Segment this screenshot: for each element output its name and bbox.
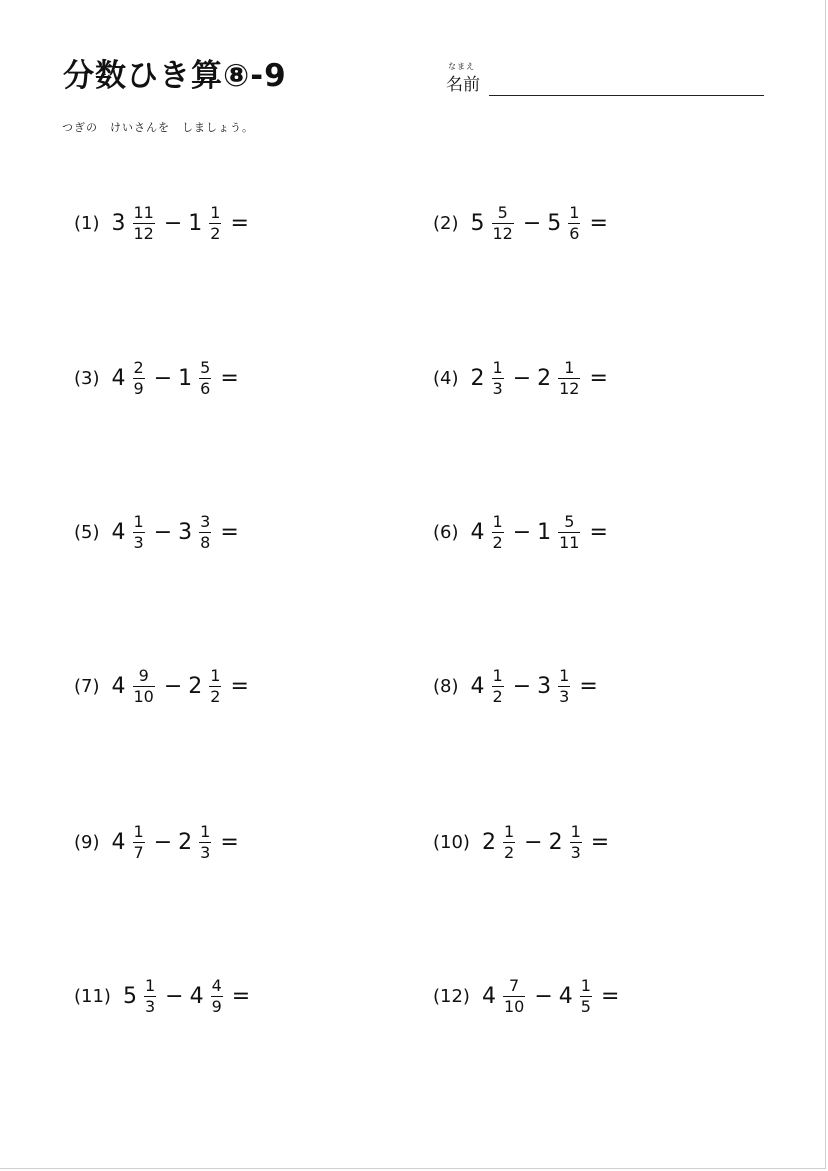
numerator: 1 [503, 822, 515, 841]
minus-sign: − [524, 830, 543, 855]
equals-sign: = [589, 211, 608, 236]
equals-sign: = [230, 674, 249, 699]
subtrahend-whole: 2 [548, 830, 563, 855]
minuend-whole: 5 [470, 211, 485, 236]
subtrahend-whole: 2 [178, 830, 193, 855]
subtrahend-fraction [558, 514, 580, 551]
denominator: 3 [570, 843, 581, 862]
denominator: 2 [492, 687, 503, 706]
problem-number: (10) [433, 832, 470, 853]
numerator: 1 [210, 666, 221, 685]
denominator: 10 [133, 687, 154, 706]
denominator: 7 [133, 843, 144, 862]
minus-sign: − [534, 984, 553, 1009]
minuend-whole: 4 [470, 674, 485, 699]
numerator: 1 [144, 976, 156, 995]
minuend-whole: 4 [481, 984, 496, 1009]
problem-number: (11) [74, 986, 111, 1007]
denominator: 2 [503, 843, 515, 862]
minuend-whole: 4 [111, 830, 126, 855]
subtrahend-fraction [558, 668, 570, 705]
denominator: 11 [559, 533, 580, 552]
subtrahend-fraction [570, 824, 582, 861]
minuend-whole: 3 [111, 211, 126, 236]
denominator: 2 [492, 533, 503, 552]
subtrahend-whole: 1 [178, 366, 193, 391]
denominator: 5 [580, 997, 591, 1016]
numerator: 5 [564, 512, 575, 531]
problem-10 [433, 824, 615, 861]
numerator: 1 [492, 666, 503, 685]
minus-sign: − [522, 211, 542, 236]
numerator: 4 [211, 976, 222, 995]
denominator: 9 [133, 379, 144, 398]
equals-sign: = [590, 830, 610, 855]
subtrahend-fraction [568, 205, 580, 242]
problem-11 [74, 978, 256, 1015]
instructions: つぎの けいさんを しましょう。 [62, 121, 254, 134]
subtrahend-whole: 4 [558, 984, 573, 1009]
denominator: 2 [210, 687, 221, 706]
subtrahend-fraction [580, 978, 592, 1015]
subtrahend-fraction [199, 360, 211, 397]
minuend-fraction [133, 205, 155, 242]
numerator: 1 [564, 358, 575, 377]
problem-6 [433, 514, 614, 551]
problem-number: (4) [433, 368, 459, 389]
numerator: 2 [133, 358, 144, 377]
minuend-whole: 2 [470, 366, 485, 391]
page-title: 分数ひき算⑧-9 [63, 58, 287, 94]
denominator: 3 [144, 997, 156, 1016]
problem-7 [74, 668, 255, 705]
minus-sign: − [153, 520, 173, 545]
problem-number: (7) [74, 676, 100, 697]
minuend-fraction [503, 824, 515, 861]
minuend-whole: 4 [111, 520, 126, 545]
minuend-fraction [503, 978, 525, 1015]
minuend-fraction [133, 824, 145, 861]
numerator: 3 [200, 512, 211, 531]
equals-sign: = [220, 830, 239, 855]
numerator: 1 [210, 203, 221, 222]
minuend-whole: 2 [481, 830, 496, 855]
equals-sign: = [220, 366, 239, 391]
name-furigana: なまえ [448, 62, 475, 71]
subtrahend-fraction [209, 668, 221, 705]
subtrahend-whole: 3 [537, 674, 552, 699]
problem-number: (9) [74, 832, 100, 853]
numerator: 1 [200, 822, 211, 841]
equals-sign: = [220, 520, 239, 545]
problem-number: (6) [433, 522, 459, 543]
problem-4 [433, 360, 614, 397]
problem-number: (2) [433, 213, 459, 234]
minuend-whole: 4 [470, 520, 485, 545]
minus-sign: − [512, 674, 532, 699]
minuend-fraction [133, 514, 145, 551]
numerator: 11 [133, 203, 154, 222]
subtrahend-fraction [211, 978, 223, 1015]
denominator: 3 [559, 687, 570, 706]
numerator: 5 [497, 203, 508, 222]
minus-sign: − [153, 830, 173, 855]
numerator: 1 [559, 666, 570, 685]
problem-number: (12) [433, 986, 470, 1007]
problem-8 [433, 668, 604, 705]
minuend-fraction [144, 978, 156, 1015]
denominator: 8 [200, 533, 211, 552]
equals-sign: = [589, 366, 608, 391]
numerator: 1 [133, 822, 144, 841]
numerator: 1 [492, 358, 503, 377]
denominator: 12 [133, 224, 154, 243]
denominator: 6 [200, 379, 211, 398]
minuend-whole: 4 [111, 674, 126, 699]
minus-sign: − [153, 366, 173, 391]
problem-12 [433, 978, 625, 1015]
subtrahend-fraction [558, 360, 580, 397]
denominator: 12 [492, 224, 513, 243]
numerator: 1 [570, 822, 581, 841]
subtrahend-fraction [199, 514, 211, 551]
denominator: 2 [210, 224, 221, 243]
subtrahend-fraction [199, 824, 211, 861]
equals-sign: = [579, 674, 598, 699]
minus-sign: − [163, 674, 183, 699]
name-field-area [446, 60, 766, 100]
name-write-line[interactable] [489, 95, 764, 96]
numerator: 1 [580, 976, 591, 995]
problem-number: (3) [74, 368, 100, 389]
numerator: 1 [569, 203, 580, 222]
denominator: 3 [133, 533, 144, 552]
subtrahend-whole: 1 [537, 520, 552, 545]
numerator: 9 [138, 666, 149, 685]
minuend-fraction [133, 668, 155, 705]
problem-number: (1) [74, 213, 100, 234]
minuend-whole: 4 [111, 366, 126, 391]
subtrahend-fraction [209, 205, 221, 242]
subtrahend-whole: 1 [188, 211, 203, 236]
subtrahend-whole: 2 [537, 366, 552, 391]
denominator: 12 [559, 379, 580, 398]
denominator: 9 [211, 997, 222, 1016]
problem-number: (5) [74, 522, 100, 543]
minus-sign: − [163, 211, 183, 236]
equals-sign: = [589, 520, 608, 545]
problem-number: (8) [433, 676, 459, 697]
denominator: 3 [200, 843, 211, 862]
name-label: 名前 [446, 75, 480, 95]
minuend-fraction [492, 514, 504, 551]
subtrahend-whole: 5 [547, 211, 562, 236]
numerator: 1 [492, 512, 503, 531]
problem-5 [74, 514, 245, 551]
minuend-fraction [492, 205, 514, 242]
denominator: 3 [492, 379, 503, 398]
minuend-fraction [133, 360, 145, 397]
subtrahend-whole: 2 [188, 674, 203, 699]
minus-sign: − [512, 366, 532, 391]
problem-9 [74, 824, 245, 861]
equals-sign: = [600, 984, 620, 1009]
denominator: 6 [569, 224, 580, 243]
subtrahend-whole: 4 [189, 984, 204, 1009]
minus-sign: − [512, 520, 532, 545]
problem-1 [74, 205, 255, 242]
minuend-fraction [492, 668, 504, 705]
denominator: 10 [503, 997, 525, 1016]
problem-2 [433, 205, 614, 242]
equals-sign: = [231, 984, 251, 1009]
minuend-fraction [492, 360, 504, 397]
subtrahend-whole: 3 [178, 520, 193, 545]
numerator: 5 [200, 358, 211, 377]
numerator: 7 [509, 976, 520, 995]
minuend-whole: 5 [122, 984, 137, 1009]
numerator: 1 [133, 512, 144, 531]
problem-3 [74, 360, 245, 397]
equals-sign: = [230, 211, 249, 236]
minus-sign: − [165, 984, 184, 1009]
